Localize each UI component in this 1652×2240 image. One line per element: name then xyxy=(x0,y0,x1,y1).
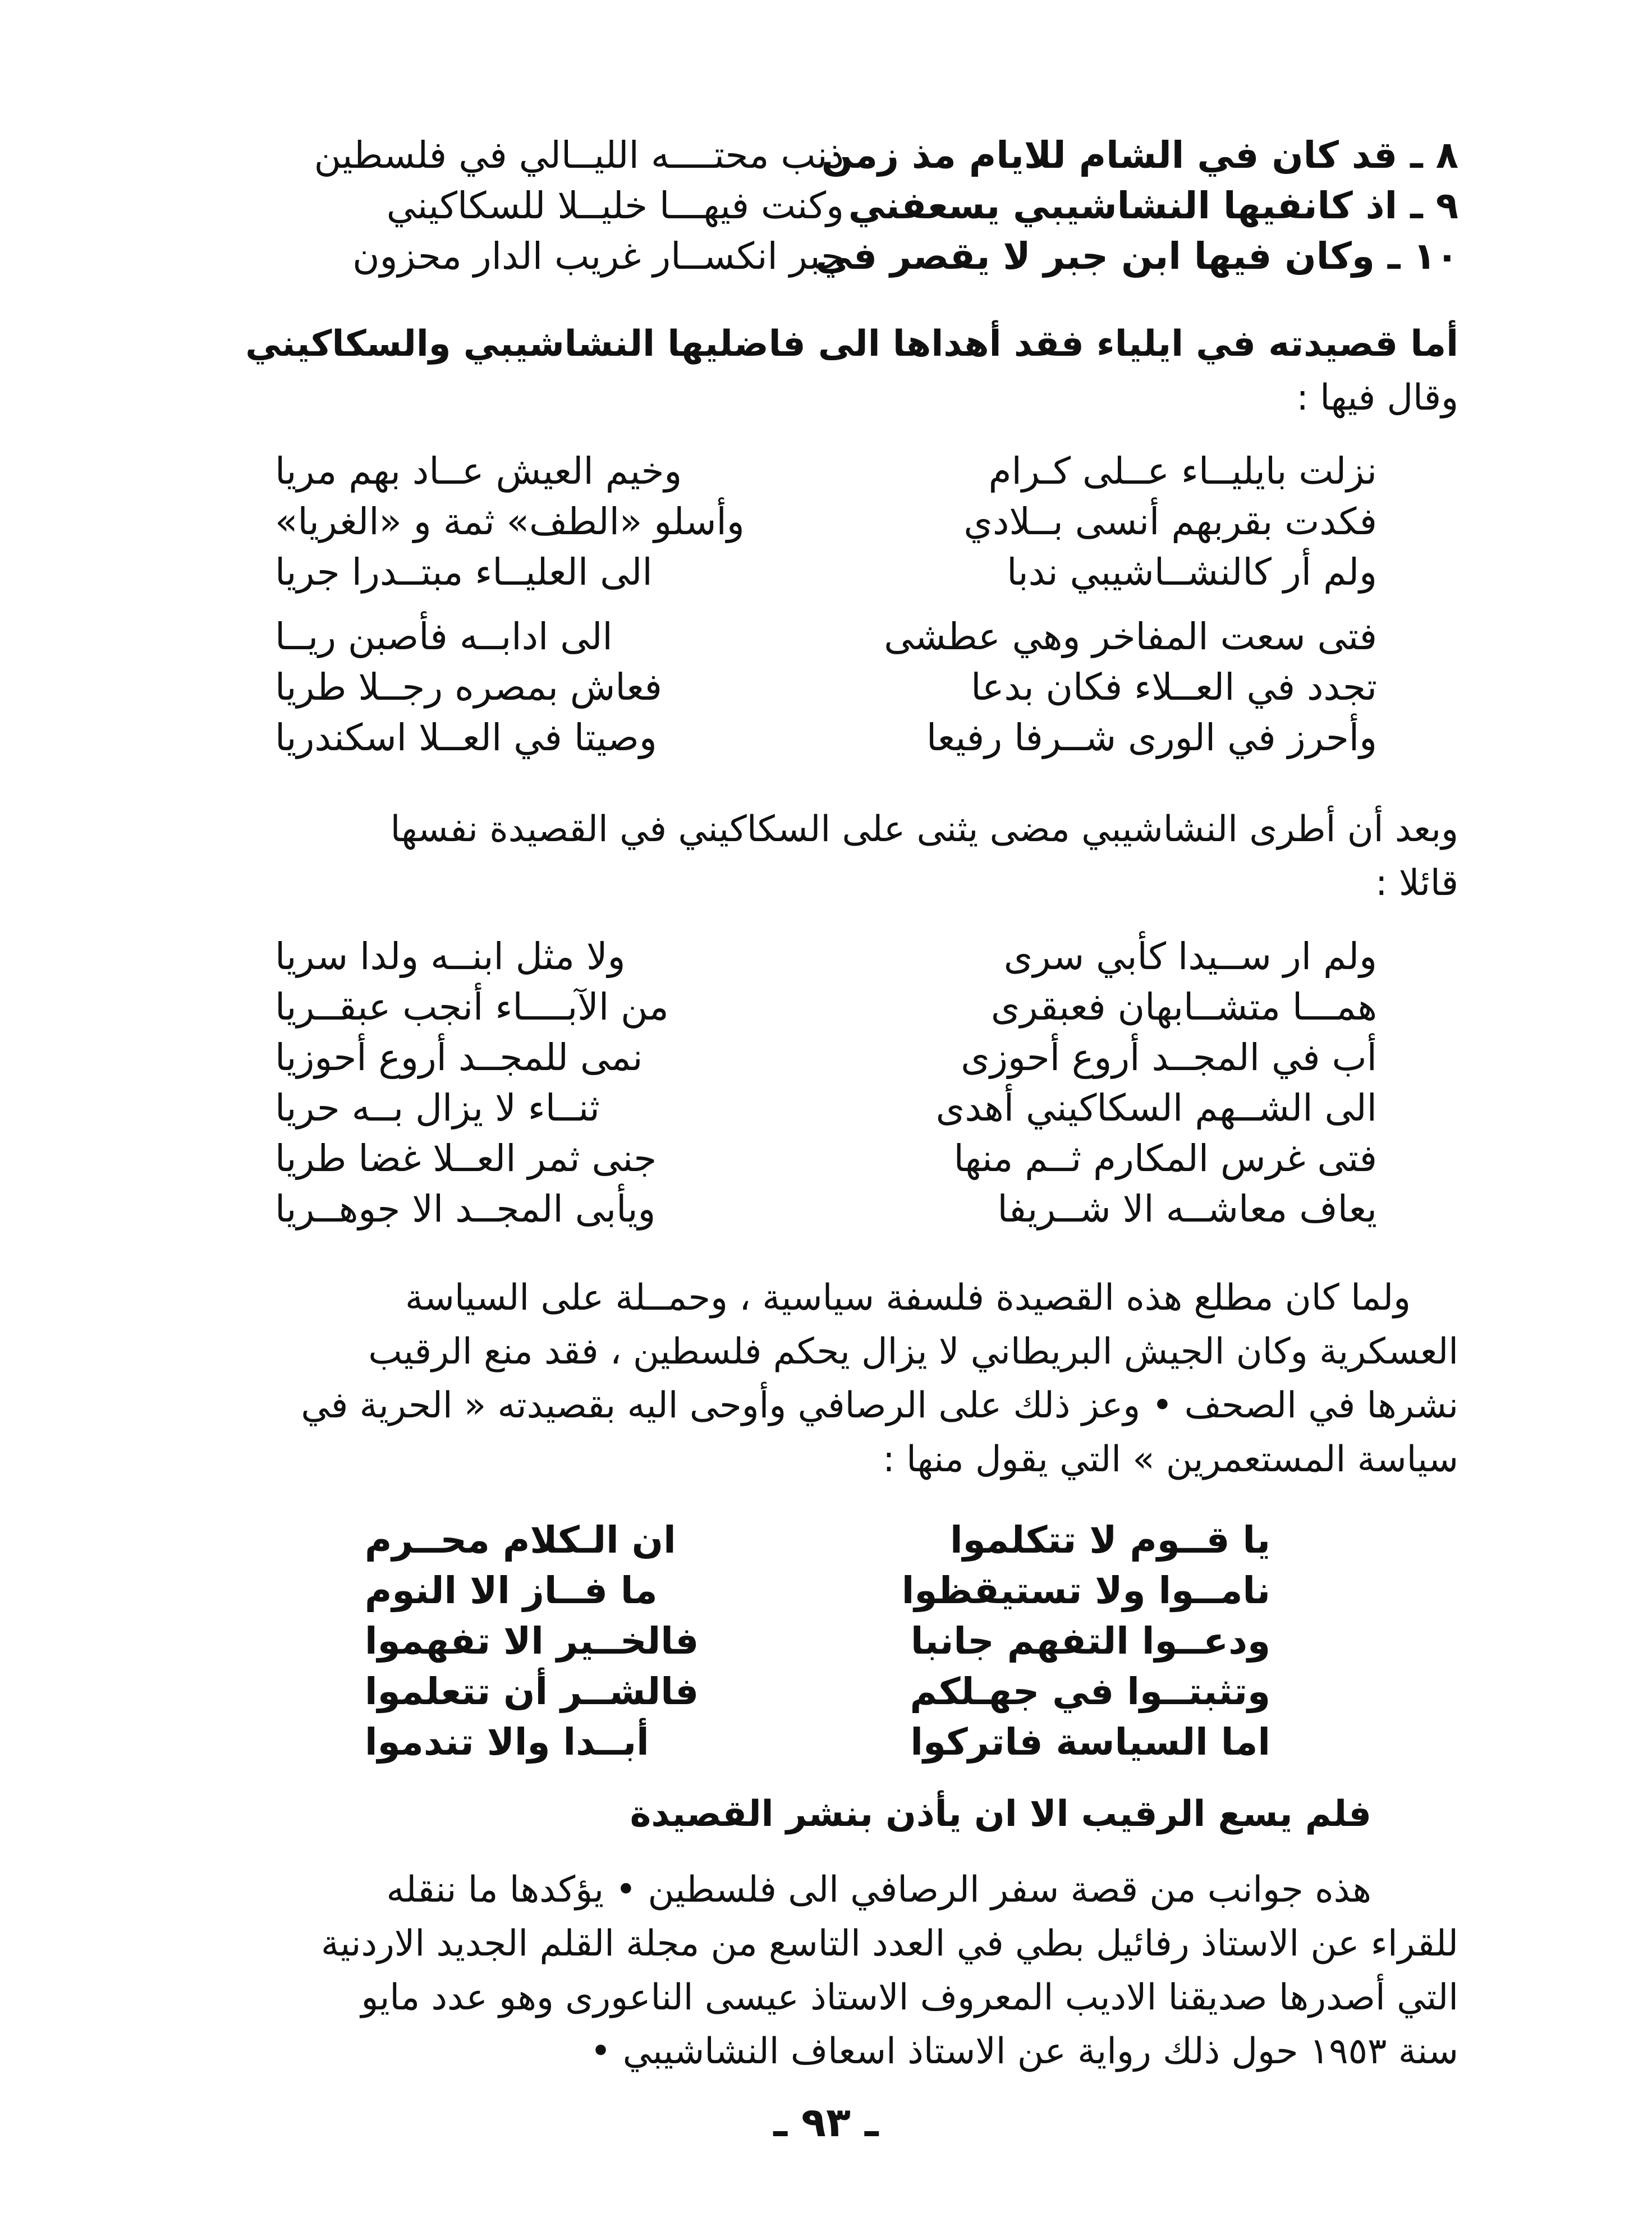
second-hemistich: فالخــير الا تفهموا xyxy=(365,1619,699,1663)
second-hemistich: ثنــاء لا يزال بــه حريا xyxy=(275,1086,600,1130)
poem-sakakini-couplet xyxy=(275,1184,1377,1234)
poem-sakakini-couplet xyxy=(275,931,1377,982)
verse-text: اذ كانفيها النشاشيبي يسعفني xyxy=(848,184,1398,227)
paragraph-ilia-intro-line-2: وقال فيها : xyxy=(1296,377,1458,419)
first-hemistich: وأحرز في الورى شــرفا رفيعا xyxy=(926,716,1377,759)
poem-sakakini-couplet xyxy=(275,982,1377,1032)
verse-second-hemistich: وكنت فيهـــا خليــلا للسكاكيني xyxy=(386,184,844,227)
second-hemistich: جنى ثمر العــلا غضا طريا xyxy=(275,1137,657,1180)
paragraph-praise-intro-line-2: قائلا : xyxy=(1375,862,1458,904)
poem-ilia-couplet xyxy=(275,547,1377,598)
poem-sakakini-couplet xyxy=(275,1083,1377,1133)
poem-freedom-couplet xyxy=(365,1515,1270,1566)
poem-ilia-couplet xyxy=(275,497,1377,547)
verse-number: ٨ ـ xyxy=(1410,134,1458,177)
paragraph-source-line-2: للقراء عن الاستاذ رفائيل بطي في العدد التاسع من مجلة القلم الجديد الاردنية xyxy=(321,1923,1458,1964)
verse-text: قد كان في الشام للايام مذ زمن xyxy=(821,134,1398,177)
first-hemistich: ودعــوا التفهم جانبا xyxy=(910,1619,1270,1663)
poem-ilia-couplet xyxy=(275,713,1377,763)
second-hemistich: ولا مثل ابنــه ولدا سريا xyxy=(275,935,626,978)
paragraph-ilia-intro-line-1: أما قصيدته في ايلياء فقد أهداها الى فاضليها النشاشيبي والسكاكيني xyxy=(245,323,1458,365)
first-hemistich: يعاف معاشــه الا شــريفا xyxy=(997,1187,1377,1231)
first-hemistich: أب في المجــد أروع أحوزى xyxy=(961,1036,1377,1079)
second-hemistich: ما فــاز الا النوم xyxy=(365,1569,658,1612)
paragraph-censorship-line-2: العسكرية وكان الجيش البريطاني لا يزال يحكم فلسطين ، فقد منع الرقيب xyxy=(368,1331,1458,1373)
second-hemistich: وخيم العيش عــاد بهم مريا xyxy=(275,449,682,493)
second-hemistich: وصيتا في العــلا اسكندريا xyxy=(275,716,657,759)
verse-second-hemistich: ذنب محتــــه الليــالي في فلسطين xyxy=(314,134,844,177)
poem-sakakini-couplet xyxy=(275,1032,1377,1083)
verse-second-hemistich: جبر انكســار غريب الدار محزون xyxy=(352,235,844,278)
first-hemistich: نامــوا ولا تستيقظوا xyxy=(901,1569,1270,1612)
poem-freedom-couplet xyxy=(365,1616,1270,1667)
paragraph-praise-intro-line-1: وبعد أن أطرى النشاشيبي مضى يثنى على السكاكيني في القصيدة نفسها xyxy=(390,809,1458,850)
second-hemistich: الى ادابــه فأصبن ريــا xyxy=(275,615,613,658)
second-hemistich: أبــدا والا تندموا xyxy=(365,1720,649,1764)
first-hemistich: تجدد في العــلاء فكان بدعا xyxy=(971,665,1377,709)
page-number: ـ ٩٣ ـ xyxy=(773,2099,879,2146)
second-hemistich: فالشــر أن تتعلموا xyxy=(365,1670,699,1713)
poem-ilia-couplet xyxy=(275,662,1377,713)
first-hemistich: وتثبتــوا في جهـلكم xyxy=(910,1670,1270,1713)
paragraph-censorship-line-4: سياسة المستعمرين » التي يقول منها : xyxy=(883,1439,1458,1480)
poem-ilia-couplet xyxy=(275,612,1377,662)
first-hemistich: الى الشــهم السكاكيني أهدى xyxy=(935,1086,1377,1130)
paragraph-source-line-1: هذه جوانب من قصة سفر الرصافي الى فلسطين • يؤكدها ما ننقله xyxy=(386,1869,1371,1911)
verse-10 xyxy=(180,231,1458,282)
verse-first-hemistich xyxy=(822,130,1458,181)
first-hemistich: نزلت بايليــاء عــلى كـرام xyxy=(988,449,1377,493)
first-hemistich: ولم أر كالنشــاشيبي ندبا xyxy=(1007,550,1377,594)
second-hemistich: ان الـكلام محــرم xyxy=(365,1518,676,1562)
first-hemistich: فتى غرس المكارم ثــم منها xyxy=(953,1137,1377,1180)
second-hemistich: وأسلو «الطف» ثمة و «الغريا» xyxy=(275,500,745,543)
paragraph-source-line-4: سنة ١٩٥٣ حول ذلك رواية عن الاستاذ اسعاف النشاشيبي • xyxy=(590,2031,1458,2072)
first-hemistich: اما السياسة فاتركوا xyxy=(910,1720,1270,1764)
poem-freedom-couplet xyxy=(365,1667,1270,1717)
first-hemistich: فتى سعت المفاخر وهي عطشى xyxy=(884,615,1377,658)
second-hemistich: ويأبى المجــد الا جوهــريا xyxy=(275,1187,656,1231)
verse-first-hemistich xyxy=(848,181,1458,231)
verse-number: ١٠ ـ xyxy=(1387,235,1458,278)
second-hemistich: نمى للمجــد أروع أحوزيا xyxy=(275,1036,643,1079)
poem-freedom-couplet xyxy=(365,1717,1270,1768)
first-hemistich: ولم ار ســيدا كأبي سرى xyxy=(1003,935,1377,978)
verse-text: وكان فيها ابن جبر لا يقصر في xyxy=(815,235,1375,278)
second-hemistich: من الآبــــاء أنجب عبقــريا xyxy=(275,985,669,1029)
verse-number: ٩ ـ xyxy=(1410,184,1458,227)
paragraph-censor-permits: فلم يسع الرقيب الا ان يأذن بنشر القصيدة xyxy=(630,1793,1371,1835)
verse-9 xyxy=(180,181,1458,231)
poem-ilia-couplet xyxy=(275,446,1377,497)
paragraph-censorship-line-1: ولما كان مطلع هذه القصيدة فلسفة سياسية ، وحمــلة على السياسة xyxy=(405,1277,1411,1319)
second-hemistich: الى العليــاء مبتــدرا جريا xyxy=(275,550,653,594)
second-hemistich: فعاش بمصره رجــلا طريا xyxy=(275,665,662,709)
paragraph-censorship-line-3: نشرها في الصحف • وعز ذلك على الرصافي وأوحى اليه بقصيدته « الحرية في xyxy=(301,1385,1458,1426)
first-hemistich: همـــا متشــابهان فعبقرى xyxy=(990,985,1377,1029)
paragraph-source-line-3: التي أصدرها صديقنا الاديب المعروف الاستاذ عيسى الناعورى وهو عدد مايو xyxy=(361,1977,1458,2018)
first-hemistich: فكدت بقربهم أنسى بــلادي xyxy=(963,500,1377,543)
verse-first-hemistich xyxy=(815,231,1458,282)
first-hemistich: يا قــوم لا تتكلموا xyxy=(949,1518,1270,1562)
poem-freedom-couplet xyxy=(365,1566,1270,1616)
poem-sakakini-couplet xyxy=(275,1133,1377,1184)
verse-8 xyxy=(180,130,1458,181)
